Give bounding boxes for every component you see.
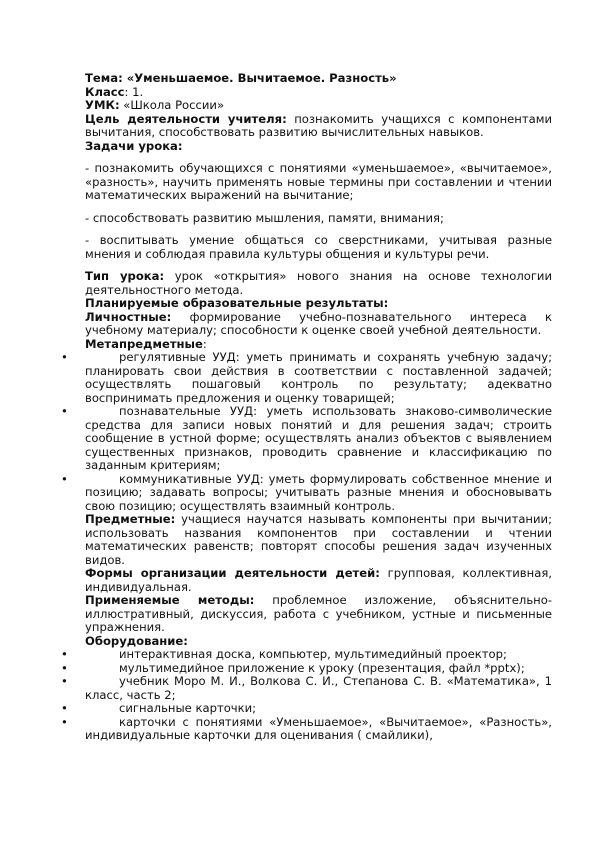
document-page: [61, 71, 553, 743]
methods-paragraph: [85, 594, 552, 635]
task-item: - способствовать развитию мышления, памяти, внимания;: [85, 210, 444, 225]
meta-list-item: • регулятивные УУД: уметь принимать и сохранять учебную задачу; планировать свои действия в соответствии с поставленной задачей; осуществлять пошаговый контроль по результату; адекватно воспринимать предложения и оценку товарищей;: [61, 350, 552, 405]
subject-label: Предметные:: [85, 512, 176, 526]
equipment-list: [61, 647, 552, 743]
lesson-type-label: Тип урока:: [85, 269, 165, 283]
umk-line: [85, 99, 552, 113]
equipment-list-item: • карточки с понятиями «Уменьшаемое», «Вычитаемое», «Разность», индивидуальные карточки для оценивания ( смайлики),: [61, 714, 552, 742]
lesson-type-text: урок «открытия» нового знания на основе технологии деятельностного метода.: [85, 269, 552, 297]
personal-paragraph: [85, 311, 552, 338]
methods-label: Применяемые методы:: [85, 593, 255, 607]
task-item: - познакомить обучающихся с понятиями «уменьшаемое», «вычитаемое», «разность», научить применять новые термины при составлении и чтении математических выражений на вычитание;: [85, 161, 552, 202]
bullet-icon: •: [61, 647, 68, 661]
grade-label: Класс: [85, 84, 125, 99]
topic-line: [85, 72, 552, 86]
personal-text: формирование учебно-познавательного интереса к учебному материалу; способности к оценке своей учебной деятельности.: [85, 309, 552, 337]
bullet-icon: •: [61, 350, 68, 364]
equipment-list-item: • учебник Моро М. И., Волкова С. И., Степанова С. В. «Математика», 1 класс, часть 2;: [61, 674, 552, 702]
grade-line: [85, 86, 552, 100]
subject-text: учащиеся научатся называть компоненты при вычитании; использовать названия компонентов при составлении и чтении математических равенств; повторят способы решения задач изученных видов.: [85, 512, 552, 567]
goal-label: Цель деятельности учителя:: [85, 111, 287, 126]
umk-label: УМК:: [85, 98, 120, 112]
meta-list-item: • познавательные УУД: уметь использовать знаково-символические средства для записи новых понятий и для решения задач; строить сообщение в устной форме; осуществлять анализ объектов с выявлением существенных признаков, проводить сравнение и классификацию по заданным критериям;: [61, 404, 552, 472]
results-title: Планируемые образовательные результаты:: [85, 296, 389, 310]
equipment-title: Оборудование:: [85, 633, 188, 648]
forms-paragraph: [85, 567, 552, 594]
forms-label: Формы организации деятельности детей:: [85, 566, 380, 580]
goal-text: познакомить учащихся с компонентами вычитания, способствовать развитию вычислительных навыков.: [85, 111, 553, 139]
umk-text: «Школа России»: [119, 98, 225, 112]
equipment-list-item: • сигнальные карточки;: [61, 701, 257, 715]
tasks-title: Задачи урока:: [85, 138, 183, 153]
bullet-icon: •: [61, 660, 68, 675]
task-item: - воспитывать умение общаться со сверстниками, учитывая разные мнения и соблюдая правила культуры общения и культуры речи.: [85, 233, 552, 261]
subject-paragraph: [85, 513, 552, 567]
personal-label: Личностные:: [85, 309, 172, 324]
topic-text: : «Уменьшаемое. Вычитаемое. Разность»: [118, 71, 397, 85]
bullet-icon: •: [61, 714, 68, 729]
methods-text: проблемное изложение, объяснительно-иллюстративный, дискуссия, работа с учебником, устные и письменные упражнения.: [85, 593, 553, 634]
bullet-icon: •: [61, 471, 68, 486]
bullet-icon: •: [61, 701, 68, 715]
meta-title: Метапредметные:: [85, 336, 207, 351]
meta-list-item: • коммуникативные УУД: уметь формулировать собственное мнение и позицию; задавать вопросы; учитывать разные мнения и обосновывать свою позицию; осуществлять взаимный контроль.: [61, 471, 552, 513]
bullet-icon: •: [61, 404, 68, 418]
forms-text: групповая, коллективная, индивидуальная.: [85, 566, 552, 594]
goal-paragraph: [85, 113, 552, 140]
equipment-list-item: • мультимедийное приложение к уроку (презентация, файл *pptx);: [61, 660, 525, 675]
topic-label: Тема: [85, 71, 119, 85]
equipment-list-item: • интерактивная доска, компьютер, мультимедийный проектор;: [61, 647, 507, 661]
grade-text: : 1.: [124, 84, 144, 99]
meta-list: [61, 350, 552, 513]
lesson-type-paragraph: [85, 270, 552, 297]
bullet-icon: •: [61, 674, 68, 688]
